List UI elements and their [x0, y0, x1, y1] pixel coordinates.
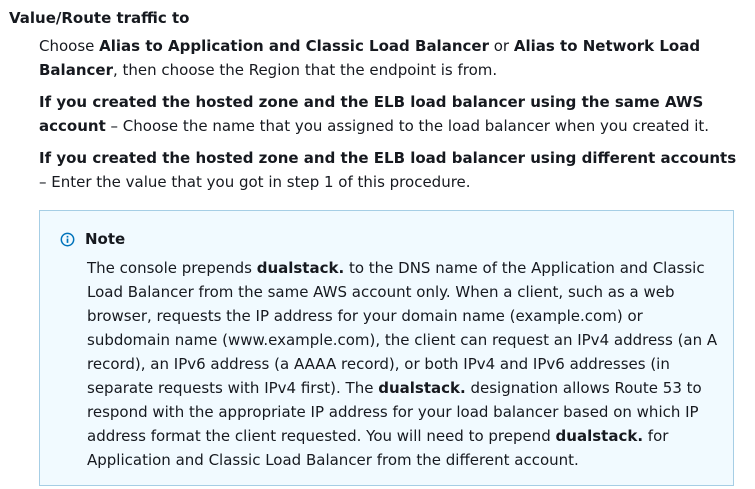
text: Choose [39, 37, 100, 55]
setting-description [39, 34, 747, 202]
text: for Application and Classic Load Balancer from the different account. [87, 427, 669, 469]
text: – Choose the name that you assigned to the load balancer when you created it. [105, 117, 710, 135]
dualstack-term: dualstack. [256, 259, 345, 277]
dualstack-term: dualstack. [555, 427, 644, 445]
different-accounts-heading: If you created the hosted zone and the ELB load balancer using different accounts [39, 149, 737, 167]
note-body [87, 256, 727, 472]
text: designation allows Route 53 to respond with the appropriate IP address for your load balancer based on which IP address format the client requested. You will need to prepend [87, 379, 702, 445]
alias-application-classic-option: Alias to Application and Classic Load Balancer [99, 37, 489, 55]
alias-network-lb-option: Alias to Network Load Balancer [39, 37, 701, 79]
same-account-paragraph [39, 90, 747, 138]
text: – Enter the value that you got in step 1 of this procedure. [39, 173, 471, 191]
text: , then choose the Region that the endpoint is from. [112, 61, 498, 79]
same-account-heading: If you created the hosted zone and the ELB load balancer using the same AWS account [39, 93, 704, 135]
text: to the DNS name of the Application and Classic Load Balancer from the same AWS account only. When a client, such as a web browser, requests the IP address for your domain name (example.com) or subdomain name (www.example.com), the client can request an IPv4 address (an A record), an IPv6 address (a AAAA record), or both IPv4 and IPv6 addresses (in separate requests with IPv4 first). The [87, 259, 718, 397]
route-traffic-paragraph [39, 34, 747, 82]
dualstack-term: dualstack. [378, 379, 466, 397]
setting-term: Value/Route traffic to [9, 9, 190, 27]
note-header [60, 227, 125, 251]
note-callout [39, 210, 734, 486]
note-title: Note [85, 230, 126, 248]
info-icon [60, 232, 75, 247]
text: or [488, 37, 514, 55]
text: The console prepends [87, 259, 257, 277]
different-accounts-paragraph [39, 146, 747, 194]
